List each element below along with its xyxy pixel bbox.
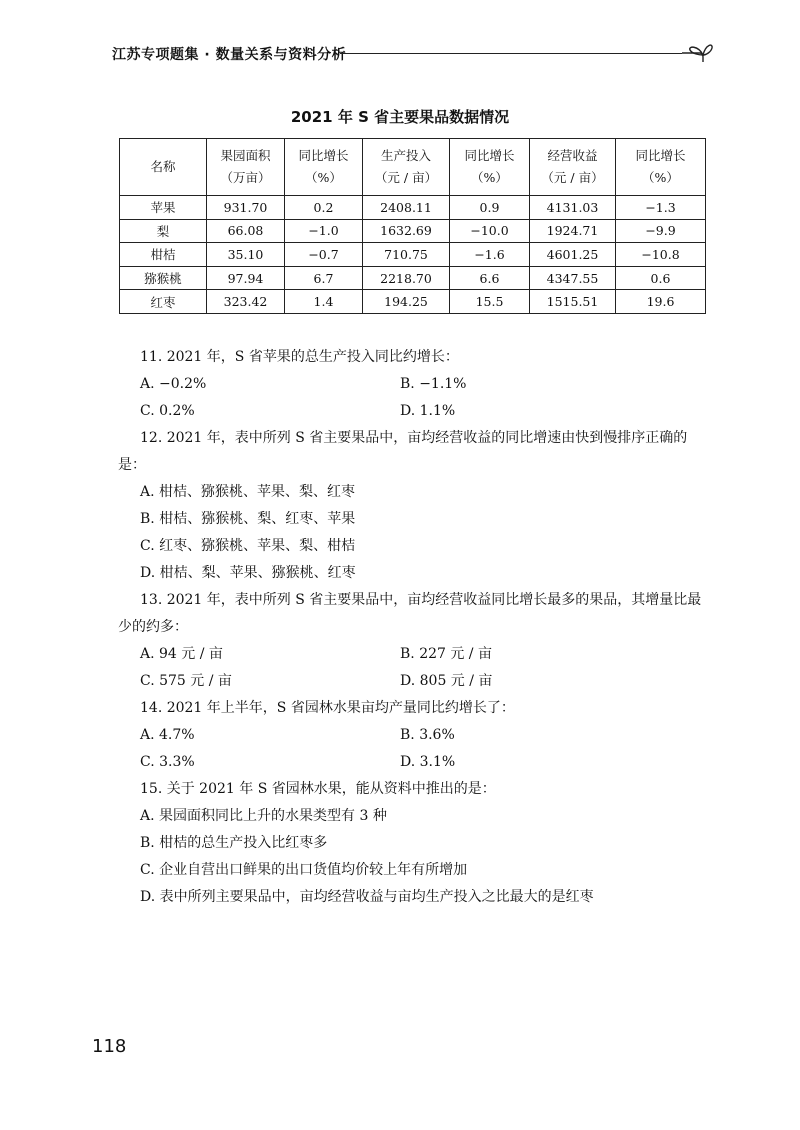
table-title: 2021 年 S 省主要果品数据情况 (290, 108, 510, 126)
question-13: 13. 2021 年，表中所列 S 省主要果品中，亩均经营收益同比增长最多的果品，其增量比最少的约多： (118, 592, 702, 635)
option-13-c: C. 575 元 / 亩 (140, 673, 232, 689)
column-header-input-growth: 同比增长 （%） (450, 139, 530, 196)
table-cell: 4601.25 (530, 243, 616, 267)
table-row (120, 243, 706, 267)
table-cell: 0.2 (285, 196, 363, 220)
option-13-b: B. 227 元 / 亩 (400, 646, 492, 662)
table-cell: −1.6 (450, 243, 530, 267)
table-cell: 194.25 (363, 290, 450, 314)
table-cell: 710.75 (363, 243, 450, 267)
question-14-options-row-2 (118, 749, 712, 776)
table-cell: 0.9 (450, 196, 530, 220)
table-cell: 15.5 (450, 290, 530, 314)
table-cell: 323.42 (207, 290, 285, 314)
question-14: 14. 2021 年上半年，S 省园林水果亩均产量同比约增长了： (140, 700, 515, 716)
option-14-c: C. 3.3% (140, 754, 195, 770)
table-cell: 1.4 (285, 290, 363, 314)
table-row (120, 219, 706, 243)
option-15-a: A. 果园面积同比上升的水果类型有 3 种 (140, 808, 387, 824)
column-header-area-growth: 同比增长 （%） (285, 139, 363, 196)
option-14-a: A. 4.7% (140, 727, 195, 743)
table-cell: 35.10 (207, 243, 285, 267)
option-13-d: D. 805 元 / 亩 (400, 673, 493, 689)
table-cell: 931.70 (207, 196, 285, 220)
option-12-a: A. 柑桔、猕猴桃、苹果、梨、红枣 (140, 484, 356, 500)
column-header-revenue-growth: 同比增长 （%） (616, 139, 706, 196)
fruit-data-table (119, 138, 706, 314)
header-rule (340, 53, 682, 54)
table-row (120, 196, 706, 220)
option-15-c: C. 企业自营出口鲜果的出口货值均价较上年有所增加 (140, 862, 468, 878)
table-cell: 2218.70 (363, 266, 450, 290)
question-11-options-row-2 (118, 398, 712, 425)
table-cell: 猕猴桃 (120, 266, 207, 290)
option-11-d: D. 1.1% (400, 403, 456, 419)
option-13-a: A. 94 元 / 亩 (140, 646, 223, 662)
table-row (120, 290, 706, 314)
option-11-a: A. −0.2% (140, 376, 207, 392)
table-cell: −1.3 (616, 196, 706, 220)
table-cell: 红枣 (120, 290, 207, 314)
option-11-c: C. 0.2% (140, 403, 195, 419)
table-cell: −10.0 (450, 219, 530, 243)
table-cell: 66.08 (207, 219, 285, 243)
column-header-revenue: 经营收益 （元 / 亩） (530, 139, 616, 196)
table-cell: −0.7 (285, 243, 363, 267)
table-cell: 梨 (120, 219, 207, 243)
table-cell: 19.6 (616, 290, 706, 314)
page-header (112, 40, 712, 70)
table-cell: 6.7 (285, 266, 363, 290)
table-cell: −1.0 (285, 219, 363, 243)
table-cell: 1924.71 (530, 219, 616, 243)
table-cell: 0.6 (616, 266, 706, 290)
column-header-name: 名称 (120, 139, 207, 196)
option-15-b: B. 柑桔的总生产投入比红枣多 (140, 835, 328, 851)
table-cell: 97.94 (207, 266, 285, 290)
sprout-icon (680, 40, 714, 66)
question-14-options-row-1 (118, 722, 712, 749)
table-cell: 1515.51 (530, 290, 616, 314)
option-11-b: B. −1.1% (400, 376, 467, 392)
table-cell: 6.6 (450, 266, 530, 290)
question-11-options-row-1 (118, 371, 712, 398)
table-cell: −10.8 (616, 243, 706, 267)
table-cell: 1632.69 (363, 219, 450, 243)
table-cell: 4347.55 (530, 266, 616, 290)
question-11: 11. 2021 年，S 省苹果的总生产投入同比约增长： (140, 349, 459, 365)
question-15: 15. 关于 2021 年 S 省园林水果，能从资料中推出的是： (140, 781, 496, 797)
table-cell: −9.9 (616, 219, 706, 243)
table-cell: 柑桔 (120, 243, 207, 267)
table-header-row (120, 139, 706, 196)
table-cell: 4131.03 (530, 196, 616, 220)
question-13-options-row-2 (118, 668, 712, 695)
option-15-d: D. 表中所列主要果品中，亩均经营收益与亩均生产投入之比最大的是红枣 (140, 889, 594, 905)
questions-section (118, 344, 712, 911)
question-13-options-row-1 (118, 641, 712, 668)
column-header-input: 生产投入 （元 / 亩） (363, 139, 450, 196)
option-14-d: D. 3.1% (400, 754, 456, 770)
page-number: 118 (92, 1036, 127, 1057)
question-12: 12. 2021 年，表中所列 S 省主要果品中，亩均经营收益的同比增速由快到慢排序正确的是： (118, 430, 688, 473)
table-cell: 2408.11 (363, 196, 450, 220)
option-12-b: B. 柑桔、猕猴桃、梨、红枣、苹果 (140, 511, 356, 527)
option-14-b: B. 3.6% (400, 727, 455, 743)
option-12-c: C. 红枣、猕猴桃、苹果、梨、柑桔 (140, 538, 356, 554)
option-12-d: D. 柑桔、梨、苹果、猕猴桃、红枣 (140, 565, 356, 581)
column-header-area: 果园面积 （万亩） (207, 139, 285, 196)
table-cell: 苹果 (120, 196, 207, 220)
header-title: 江苏专项题集 · 数量关系与资料分析 (112, 47, 347, 63)
table-row (120, 266, 706, 290)
